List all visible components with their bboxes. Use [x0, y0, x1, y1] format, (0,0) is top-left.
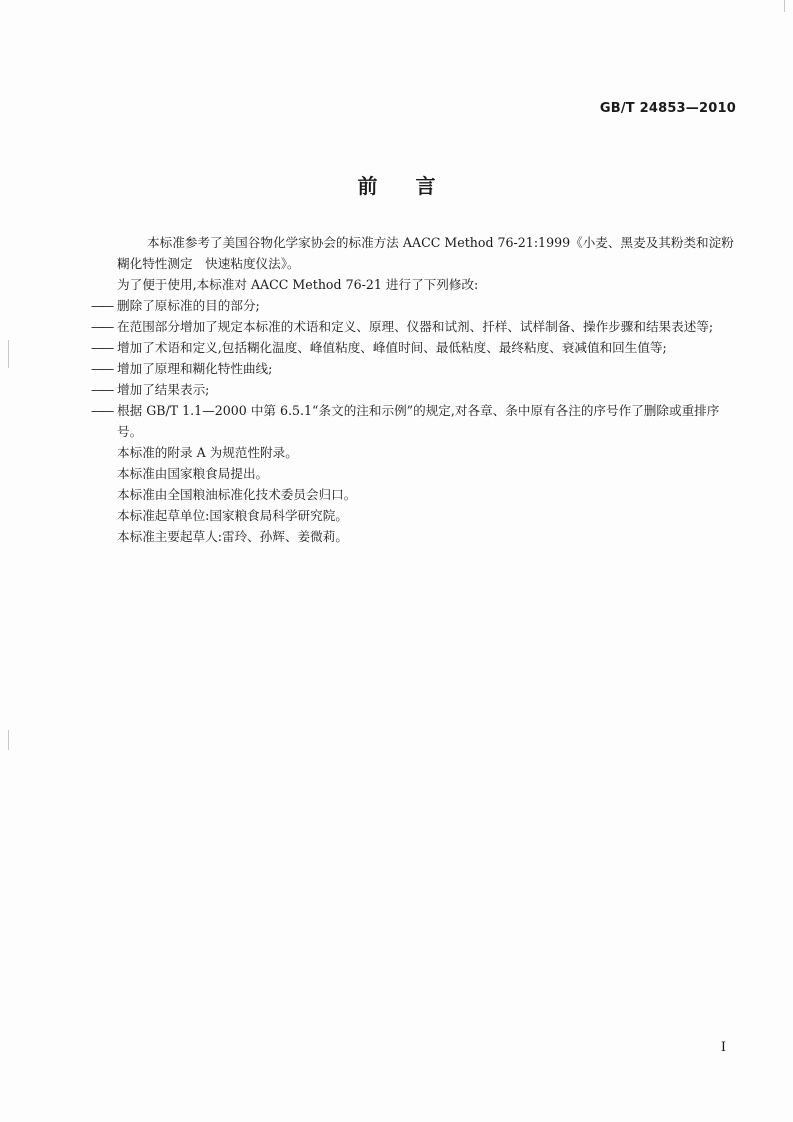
list-item: —— 增加了原理和糊化特性曲线; [91, 361, 273, 376]
list-item: —— 增加了结果表示; [91, 382, 210, 397]
list-item: —— 在范围部分增加了规定本标准的术语和定义、原理、仪器和试剂、扦样、试样制备、操作步骤和结果表述等; [91, 319, 714, 334]
annex-statement: 本标准的附录 A 为规范性附录。 [117, 445, 298, 460]
list-item: —— 增加了术语和定义,包括糊化温度、峰值粘度、峰值时间、最低粘度、最终粘度、衰减值和回生值等; [91, 340, 667, 355]
modification-intro: 为了便于使用,本标准对 AACC Method 76-21 进行了下列修改: [117, 277, 479, 292]
list-item: —— 删除了原标准的目的部分; [91, 298, 260, 313]
drafters-statement: 本标准主要起草人:雷玲、孙辉、姜微莉。 [117, 529, 348, 544]
scan-edge-mark [8, 340, 9, 368]
proposer-statement: 本标准由国家粮食局提出。 [117, 466, 269, 481]
list-item: —— 根据 GB/T 1.1—2000 中第 6.5.1“条文的注和示例”的规定,对各章、条中原有各注的序号作了删除或重排序号。 [91, 403, 720, 439]
page-number: I [720, 1040, 726, 1055]
foreword-body [91, 232, 737, 547]
drafting-unit-statement: 本标准起草单位:国家粮食局科学研究院。 [117, 508, 348, 523]
committee-statement: 本标准由全国粮油标准化技术委员会归口。 [117, 487, 357, 502]
standard-number: GB/T 24853—2010 [599, 101, 736, 116]
scan-edge-mark [784, 0, 785, 12]
title-char-2: 言 [415, 174, 436, 198]
title-char-1: 前 [357, 174, 378, 198]
scan-edge-mark [8, 730, 9, 750]
reference-paragraph: 本标准参考了美国谷物化学家协会的标准方法 AACC Method 76-21:1999《小麦、黑麦及其粉类和淀粉糊化特性测定 快速粘度仪法》。 [117, 235, 734, 271]
page-title [0, 170, 793, 199]
